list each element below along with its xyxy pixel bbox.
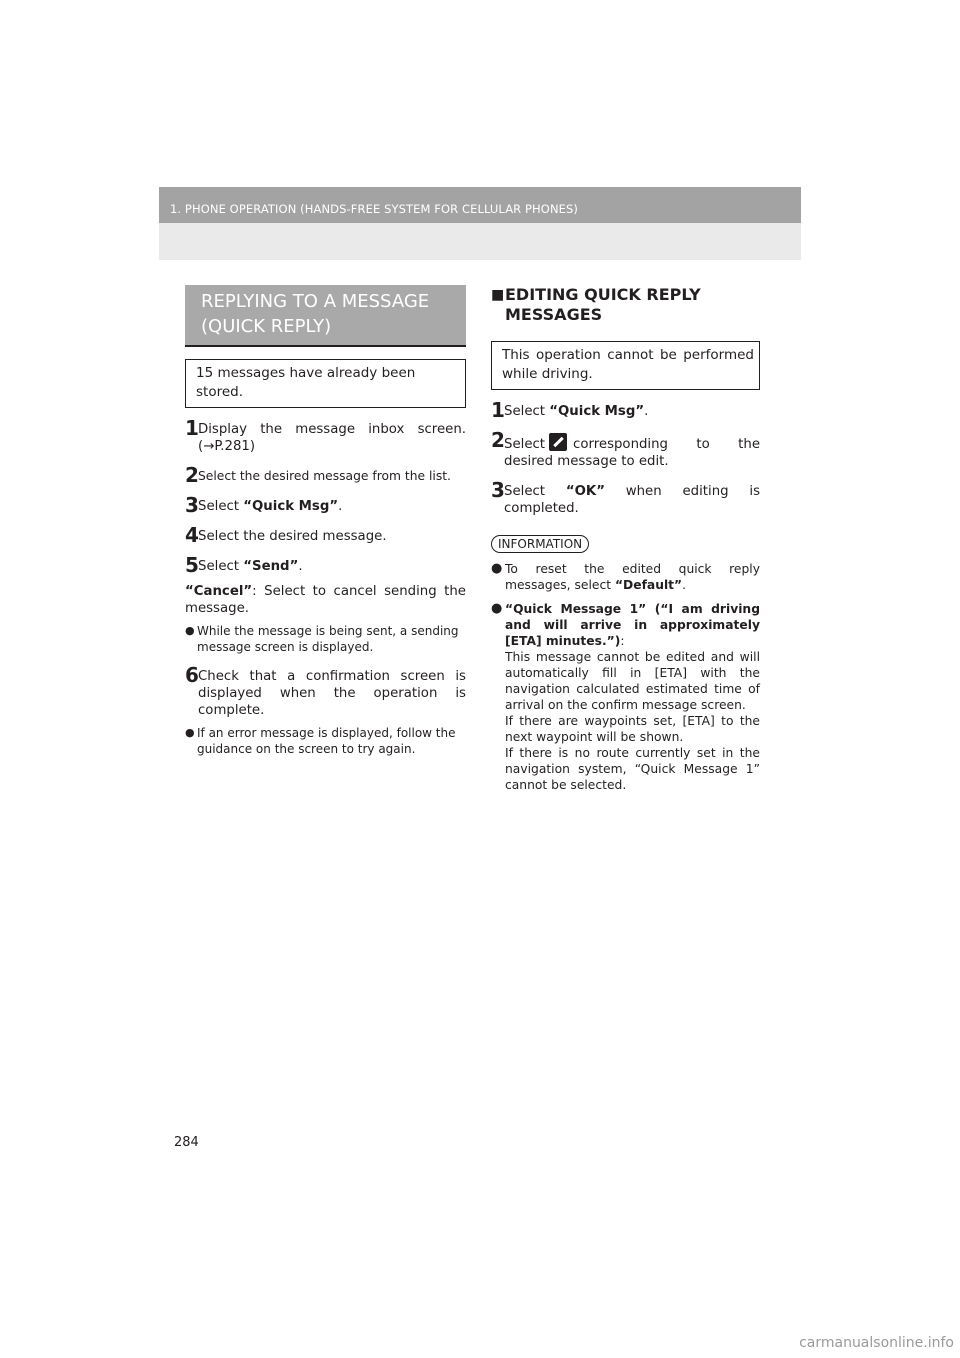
bullet-sending [185,623,466,655]
bullet-text: If an error message is displayed, follow the guidance on the screen to try again. [197,726,456,756]
square-bullet-icon: ■ [491,287,505,303]
step-1 [185,418,466,455]
driving-restriction-note: This operation cannot be performed while driving. [491,341,760,390]
bullet-text: While the message is being sent, a sending message screen is displayed. [197,624,459,654]
stored-messages-note: 15 messages have already been stored. [185,359,466,408]
step-text-end: . [338,499,343,514]
right-column [491,285,760,793]
information-label: INFORMATION [491,535,589,553]
cancel-description [185,583,466,617]
send-label: “Send” [243,559,299,574]
page-number: 284 [174,1135,199,1150]
step-number: 2 [491,428,505,452]
step-text: Check that a confirmation screen is displayed when the operation is complete. [198,669,466,718]
step-number: 4 [185,523,199,547]
step-number: 1 [491,398,505,422]
step-text-end: . [298,559,303,574]
left-column [185,285,466,757]
watermark: carmanualsonline.info [799,1335,954,1351]
step-text: Select [504,484,566,499]
quick-msg-label: “Quick Msg” [549,404,645,419]
section-title [185,285,466,347]
step-number: 3 [185,493,199,517]
cancel-text: : Select to cancel sending the message. [185,584,466,616]
bullet-icon: ● [185,624,195,637]
sub-heading [491,285,760,325]
step-number: 2 [185,463,199,487]
step-text-end: corresponding to the desired message to edit. [504,437,760,469]
step-text-end: when editing is completed. [504,484,760,516]
step-2 [185,465,466,485]
info-reset-default [491,561,760,593]
step-3 [185,495,466,515]
step-number: 3 [491,478,505,502]
step-text: Select the desired message. [198,529,387,544]
ok-label: “OK” [565,484,605,499]
step-text-end: . [644,404,649,419]
default-label: “Default” [614,578,683,592]
step-1 [491,400,760,420]
quick-msg-label: “Quick Msg” [243,499,339,514]
section-title-line2: (QUICK REPLY) [201,316,332,337]
bullet-icon: ● [491,601,503,616]
step-text: Select [198,559,244,574]
step-text: Display the message inbox screen. (→P.281) [198,422,466,454]
info-quick-message-1 [491,601,760,793]
info-line-3: If there is no route currently set in the navigation system, “Quick Message 1” cannot be selected. [505,746,760,792]
step-number: 6 [185,663,199,687]
pencil-icon [549,433,567,451]
step-6 [185,665,466,719]
step-number: 1 [185,416,199,440]
chapter-header: 1. PHONE OPERATION (HANDS-FREE SYSTEM FOR CELLULAR PHONES) [170,202,578,216]
sub-heading-text: EDITING QUICK REPLY MESSAGES [505,285,701,324]
cancel-label: “Cancel” [185,584,253,599]
step-text: Select [504,437,546,452]
section-title-line1: REPLYING TO A MESSAGE [201,291,430,312]
step-text: Select [198,499,244,514]
info-line-1: This message cannot be edited and will automatically fill in [ETA] with the navigation calculated estimated time of arrival on the confirm message screen. [505,650,760,712]
bullet-error [185,725,466,757]
step-3 [491,480,760,517]
step-5 [185,555,466,575]
step-text: Select [504,404,550,419]
info-text-end: . [682,578,687,592]
step-text: Select the desired message from the list. [198,469,451,483]
info-text: To reset the edited quick reply messages, select [505,562,760,592]
step-2 [491,430,760,470]
bullet-icon: ● [491,561,503,576]
info-line-2: If there are waypoints set, [ETA] to the next waypoint will be shown. [505,714,760,744]
quick-message-1-label: “Quick Message 1” (“I am driving and will arrive in approximately [ETA] minutes.”) [505,602,760,648]
step-4 [185,525,466,545]
bullet-icon: ● [185,726,195,739]
info-colon: : [620,634,625,648]
step-number: 5 [185,553,199,577]
